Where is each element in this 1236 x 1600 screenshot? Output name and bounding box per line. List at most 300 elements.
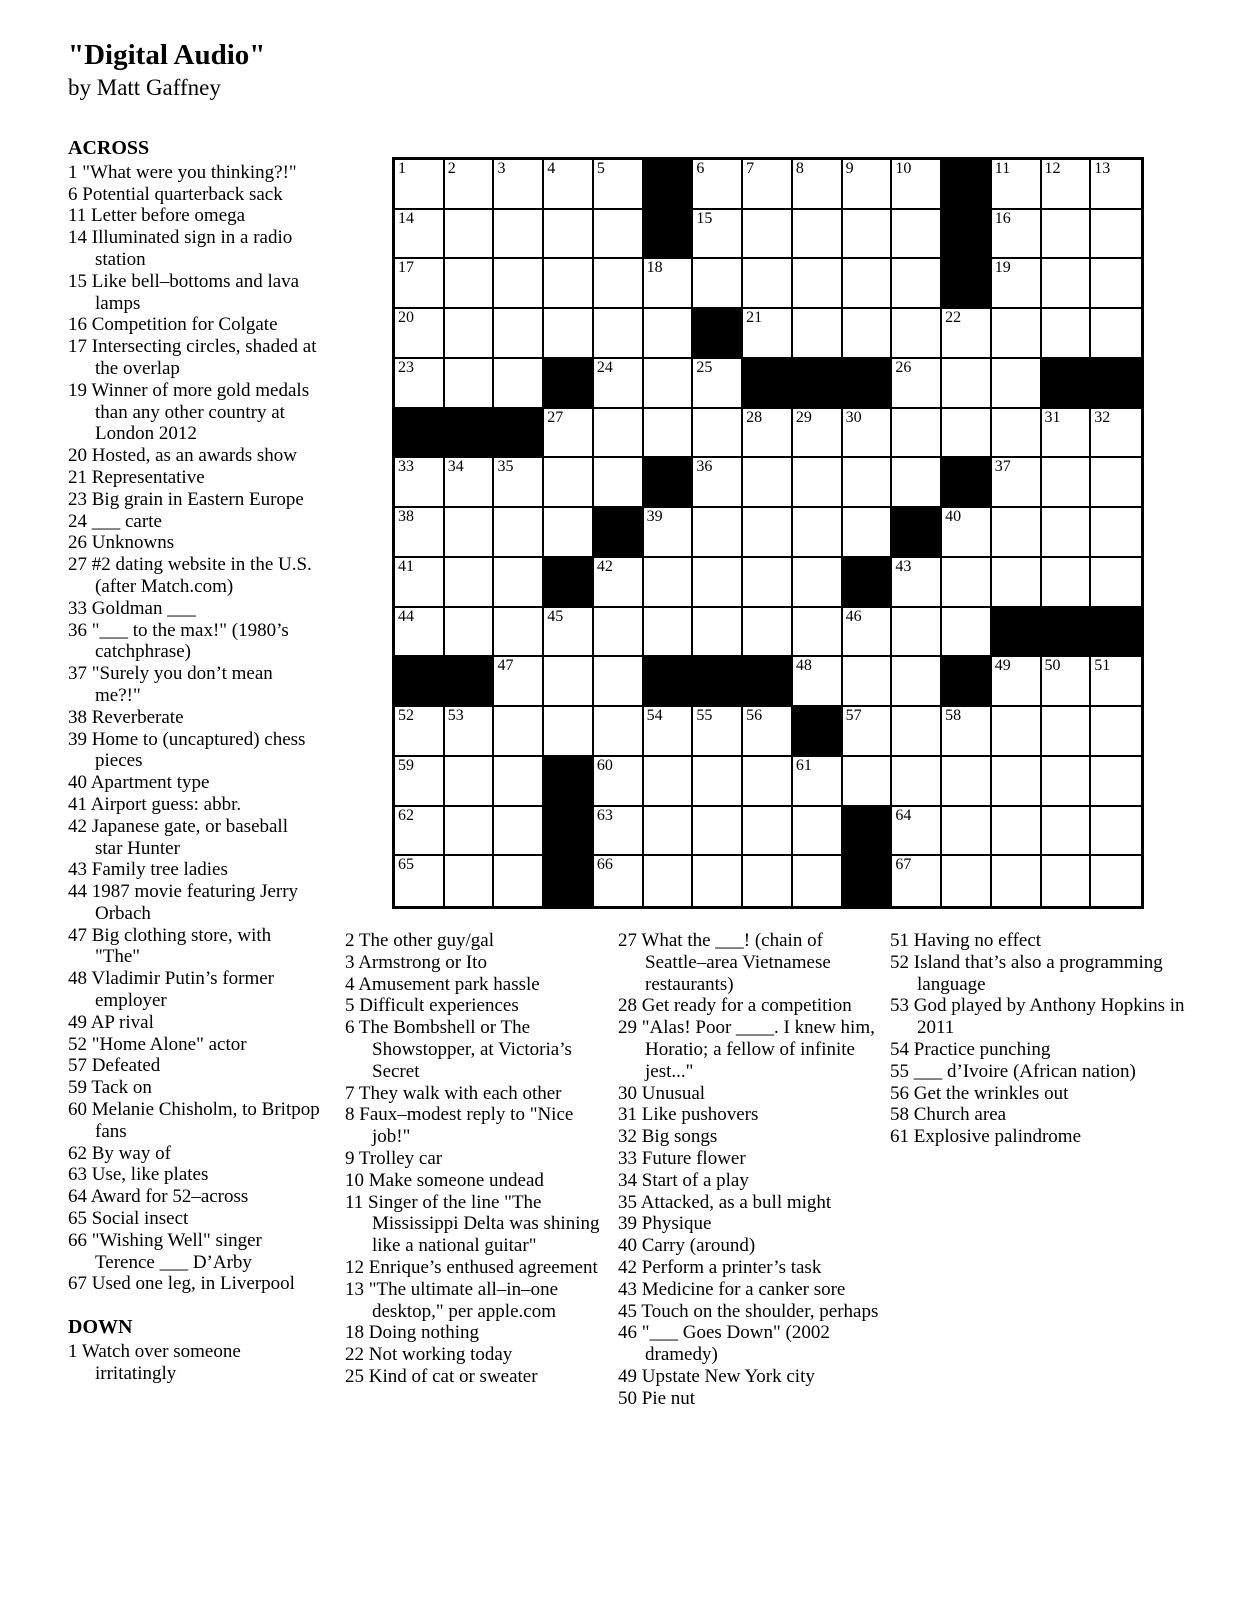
- grid-cell[interactable]: [644, 558, 694, 608]
- across-column: [68, 138, 320, 1385]
- grid-cell[interactable]: [494, 757, 544, 807]
- cell-number: 40: [945, 508, 962, 526]
- grid-cell[interactable]: [743, 409, 793, 459]
- grid-cell[interactable]: [445, 359, 495, 409]
- grid-cell[interactable]: [594, 608, 644, 658]
- grid-cell[interactable]: [992, 508, 1042, 558]
- grid-cell[interactable]: [395, 707, 445, 757]
- grid-cell[interactable]: [843, 657, 893, 707]
- grid-cell[interactable]: [494, 458, 544, 508]
- clue-item: [618, 1192, 882, 1214]
- black-cell: [942, 458, 992, 508]
- grid-cell[interactable]: [395, 309, 445, 359]
- grid-cell[interactable]: [992, 707, 1042, 757]
- grid-cell[interactable]: [544, 309, 594, 359]
- grid-cell[interactable]: [693, 210, 743, 260]
- grid-cell[interactable]: [395, 359, 445, 409]
- grid-cell[interactable]: [1091, 458, 1141, 508]
- clue-item: [68, 1034, 320, 1056]
- grid-cell[interactable]: [1042, 657, 1092, 707]
- clue-item: [68, 772, 320, 794]
- grid-cell[interactable]: [693, 359, 743, 409]
- grid-cell[interactable]: [544, 707, 594, 757]
- clue-item: [68, 816, 320, 860]
- grid-cell[interactable]: [992, 210, 1042, 260]
- grid-cell[interactable]: [445, 508, 495, 558]
- grid-cell[interactable]: [793, 558, 843, 608]
- clue-number: 9: [345, 1147, 355, 1169]
- grid-cell[interactable]: [445, 458, 495, 508]
- grid-cell[interactable]: [793, 409, 843, 459]
- clue-item: [618, 1388, 882, 1410]
- cell-number: 65: [398, 856, 414, 874]
- black-cell: [793, 707, 843, 757]
- grid-cell[interactable]: [1042, 558, 1092, 608]
- grid-cell[interactable]: [693, 458, 743, 508]
- grid-cell[interactable]: [644, 409, 694, 459]
- grid-cell[interactable]: [544, 508, 594, 558]
- cell-number: 24: [596, 358, 613, 376]
- black-cell: [843, 856, 893, 906]
- cell-number: 9: [845, 160, 854, 177]
- grid-cell[interactable]: [395, 856, 445, 906]
- clue-number: 13: [345, 1278, 364, 1300]
- grid-cell[interactable]: [892, 458, 942, 508]
- grid-cell[interactable]: [644, 608, 694, 658]
- grid-cell[interactable]: [1091, 409, 1141, 459]
- clue-number: 40: [618, 1235, 637, 1257]
- grid-cell[interactable]: [395, 807, 445, 857]
- clue-number: 17: [68, 336, 87, 358]
- grid-cell[interactable]: [843, 508, 893, 558]
- clue-item: [618, 1126, 882, 1148]
- clue-number: 67: [68, 1273, 87, 1295]
- grid-cell[interactable]: [1042, 757, 1092, 807]
- cell-number: 7: [746, 160, 755, 177]
- clue-text: Like bell–bottoms and lava lamps: [91, 270, 300, 314]
- grid-cell[interactable]: [942, 409, 992, 459]
- clue-number: 10: [345, 1169, 364, 1191]
- clue-number: 48: [68, 968, 87, 990]
- grid-cell[interactable]: [743, 757, 793, 807]
- grid-cell[interactable]: [594, 259, 644, 309]
- cell-number: 43: [895, 557, 912, 575]
- down-column-3: [890, 930, 1185, 1148]
- grid-cell[interactable]: [743, 458, 793, 508]
- clue-text: Airport guess: abbr.: [90, 793, 242, 815]
- grid-cell[interactable]: [942, 309, 992, 359]
- grid-cell[interactable]: [544, 657, 594, 707]
- grid-cell[interactable]: [942, 757, 992, 807]
- grid-cell[interactable]: [693, 707, 743, 757]
- clue-number: 44: [68, 881, 87, 903]
- clue-text: Representative: [91, 466, 205, 488]
- clue-text: Physique: [641, 1213, 712, 1235]
- grid-cell[interactable]: [445, 707, 495, 757]
- cell-number: 55: [696, 707, 713, 725]
- grid-cell[interactable]: [644, 856, 694, 906]
- clue-number: 20: [68, 445, 87, 467]
- grid-cell[interactable]: [644, 707, 694, 757]
- cell-number: 58: [945, 707, 962, 725]
- clue-number: 22: [345, 1344, 364, 1366]
- grid-cell[interactable]: [1091, 707, 1141, 757]
- black-cell: [445, 409, 495, 459]
- grid-cell[interactable]: [992, 160, 1042, 210]
- clue-text: "Alas! Poor ____. I knew him, Horatio; a fellow of infinite jest...": [641, 1017, 875, 1082]
- grid-cell[interactable]: [594, 458, 644, 508]
- grid-cell[interactable]: [494, 210, 544, 260]
- clue-text: "___ to the max!" (1980’s catchphrase): [91, 619, 289, 663]
- grid-cell[interactable]: [445, 558, 495, 608]
- grid-cell[interactable]: [693, 757, 743, 807]
- clue-item: [345, 1170, 607, 1192]
- clue-item: [68, 1230, 320, 1274]
- grid-cell[interactable]: [494, 807, 544, 857]
- grid-cell[interactable]: [892, 210, 942, 260]
- clue-number: 8: [345, 1104, 355, 1126]
- grid-cell[interactable]: [793, 508, 843, 558]
- grid-cell[interactable]: [743, 210, 793, 260]
- grid-cell[interactable]: [445, 608, 495, 658]
- grid-cell[interactable]: [544, 259, 594, 309]
- cell-number: 44: [398, 607, 414, 625]
- clue-number: 38: [68, 706, 87, 728]
- grid-cell[interactable]: [843, 409, 893, 459]
- grid-cell[interactable]: [992, 359, 1042, 409]
- clue-number: 58: [890, 1104, 909, 1126]
- grid-cell[interactable]: [892, 309, 942, 359]
- grid-cell[interactable]: [942, 707, 992, 757]
- cell-number: 59: [398, 756, 414, 774]
- cell-number: 31: [1044, 408, 1061, 426]
- clue-number: 66: [68, 1229, 87, 1251]
- clue-number: 4: [345, 973, 355, 995]
- grid-cell[interactable]: [992, 856, 1042, 906]
- grid-cell[interactable]: [594, 409, 644, 459]
- grid-cell[interactable]: [793, 458, 843, 508]
- clue-text: Goldman ___: [91, 597, 196, 619]
- clue-item: [618, 1213, 882, 1235]
- grid-cell[interactable]: [1042, 309, 1092, 359]
- grid-cell[interactable]: [992, 309, 1042, 359]
- grid-cell[interactable]: [992, 259, 1042, 309]
- down-clue-list-1: [345, 930, 607, 1388]
- grid-cell[interactable]: [594, 757, 644, 807]
- grid-cell[interactable]: [743, 160, 793, 210]
- clue-text: Used one leg, in Liverpool: [91, 1273, 295, 1295]
- grid-cell[interactable]: [644, 359, 694, 409]
- grid-cell[interactable]: [892, 657, 942, 707]
- clue-item: [618, 1083, 882, 1105]
- grid-cell[interactable]: [892, 707, 942, 757]
- clue-number: 62: [68, 1142, 87, 1164]
- grid-cell[interactable]: [544, 458, 594, 508]
- grid-cell[interactable]: [942, 608, 992, 658]
- grid-cell[interactable]: [594, 807, 644, 857]
- clue-text: Start of a play: [641, 1169, 749, 1191]
- grid-cell[interactable]: [494, 160, 544, 210]
- grid-cell[interactable]: [544, 608, 594, 658]
- grid-cell[interactable]: [843, 160, 893, 210]
- grid-cell[interactable]: [594, 160, 644, 210]
- grid-cell[interactable]: [843, 309, 893, 359]
- black-cell: [942, 259, 992, 309]
- grid-cell[interactable]: [1042, 458, 1092, 508]
- clue-text: Upstate New York city: [641, 1365, 815, 1387]
- grid-cell[interactable]: [1091, 558, 1141, 608]
- grid-cell[interactable]: [1042, 807, 1092, 857]
- grid-cell[interactable]: [793, 160, 843, 210]
- grid-cell[interactable]: [892, 359, 942, 409]
- grid-cell[interactable]: [644, 309, 694, 359]
- clue-text: Future flower: [641, 1147, 746, 1169]
- clue-item: [345, 1366, 607, 1388]
- grid-cell[interactable]: [494, 558, 544, 608]
- grid-cell[interactable]: [693, 856, 743, 906]
- grid-cell[interactable]: [494, 657, 544, 707]
- grid-cell[interactable]: [395, 757, 445, 807]
- grid-cell[interactable]: [594, 856, 644, 906]
- grid-cell[interactable]: [644, 508, 694, 558]
- grid-cell[interactable]: [793, 856, 843, 906]
- clue-item: [345, 1017, 607, 1082]
- grid-cell[interactable]: [1091, 160, 1141, 210]
- grid-cell[interactable]: [594, 707, 644, 757]
- grid-cell[interactable]: [992, 807, 1042, 857]
- cell-number: 41: [398, 557, 414, 575]
- grid-cell[interactable]: [942, 807, 992, 857]
- grid-cell[interactable]: [892, 856, 942, 906]
- grid-cell[interactable]: [793, 757, 843, 807]
- grid-cell[interactable]: [1042, 707, 1092, 757]
- clue-item: [68, 511, 320, 533]
- cell-number: 23: [398, 358, 414, 376]
- black-cell: [693, 309, 743, 359]
- grid-cell[interactable]: [1042, 210, 1092, 260]
- cell-number: 61: [795, 756, 812, 774]
- grid-cell[interactable]: [793, 309, 843, 359]
- grid-cell[interactable]: [693, 259, 743, 309]
- grid-cell[interactable]: [395, 458, 445, 508]
- down-column-1: [345, 930, 607, 1388]
- grid-cell[interactable]: [743, 309, 793, 359]
- grid-cell[interactable]: [992, 458, 1042, 508]
- grid-cell[interactable]: [743, 608, 793, 658]
- grid-cell[interactable]: [843, 259, 893, 309]
- cell-number: 33: [398, 458, 414, 476]
- grid-cell[interactable]: [1091, 309, 1141, 359]
- title-block: [68, 40, 265, 101]
- clue-text: God played by Anthony Hopkins in 2011: [913, 995, 1185, 1039]
- clue-number: 24: [68, 510, 87, 532]
- grid-cell[interactable]: [892, 558, 942, 608]
- clue-text: Enrique’s enthused agreement: [368, 1256, 598, 1278]
- grid-cell[interactable]: [942, 508, 992, 558]
- grid-cell[interactable]: [395, 210, 445, 260]
- grid-cell[interactable]: [494, 508, 544, 558]
- clue-number: 47: [68, 924, 87, 946]
- black-cell: [1042, 359, 1092, 409]
- grid-cell[interactable]: [544, 160, 594, 210]
- grid-cell[interactable]: [693, 160, 743, 210]
- grid-cell[interactable]: [693, 608, 743, 658]
- grid-cell[interactable]: [594, 210, 644, 260]
- grid-cell[interactable]: [843, 608, 893, 658]
- grid-cell[interactable]: [892, 160, 942, 210]
- clue-number: 61: [890, 1126, 909, 1148]
- grid-cell[interactable]: [843, 210, 893, 260]
- grid-cell[interactable]: [793, 657, 843, 707]
- black-cell: [544, 856, 594, 906]
- cell-number: 63: [596, 806, 613, 824]
- grid-cell[interactable]: [1091, 757, 1141, 807]
- grid-cell[interactable]: [494, 856, 544, 906]
- grid-cell[interactable]: [693, 409, 743, 459]
- grid-cell[interactable]: [445, 309, 495, 359]
- grid-cell[interactable]: [544, 409, 594, 459]
- clue-item: [68, 1164, 320, 1186]
- grid-cell[interactable]: [693, 508, 743, 558]
- grid-cell[interactable]: [892, 757, 942, 807]
- byline: by Matt Gaffney: [68, 74, 221, 100]
- clue-number: 52: [890, 951, 909, 973]
- cell-number: 46: [845, 607, 862, 625]
- clue-number: 54: [890, 1038, 909, 1060]
- grid-cell[interactable]: [395, 558, 445, 608]
- clue-number: 43: [618, 1278, 637, 1300]
- grid-cell[interactable]: [942, 359, 992, 409]
- cell-number: 25: [696, 358, 713, 376]
- grid-cell[interactable]: [743, 259, 793, 309]
- grid-cell[interactable]: [445, 757, 495, 807]
- clue-text: Perform a printer’s task: [641, 1256, 822, 1278]
- grid-cell[interactable]: [494, 259, 544, 309]
- cell-number: 66: [596, 856, 613, 874]
- grid-cell[interactable]: [892, 259, 942, 309]
- clue-text: Use, like plates: [91, 1164, 209, 1186]
- grid-cell[interactable]: [693, 807, 743, 857]
- grid-cell[interactable]: [1091, 856, 1141, 906]
- grid-cell[interactable]: [494, 359, 544, 409]
- grid-cell[interactable]: [1042, 856, 1092, 906]
- grid-cell[interactable]: [743, 508, 793, 558]
- cell-number: 12: [1044, 160, 1061, 177]
- grid-cell[interactable]: [1091, 210, 1141, 260]
- cell-number: 64: [895, 806, 912, 824]
- black-cell: [1042, 608, 1092, 658]
- grid-cell[interactable]: [594, 558, 644, 608]
- grid-cell[interactable]: [445, 210, 495, 260]
- grid-cell[interactable]: [743, 856, 793, 906]
- grid-cell[interactable]: [992, 558, 1042, 608]
- clue-item: [68, 271, 320, 315]
- grid-cell[interactable]: [1042, 259, 1092, 309]
- clue-text: What the ___! (chain of Seattle–area Vietnamese restaurants): [641, 930, 831, 995]
- grid-cell[interactable]: [942, 558, 992, 608]
- grid-cell[interactable]: [395, 259, 445, 309]
- grid-cell[interactable]: [594, 359, 644, 409]
- grid-cell[interactable]: [395, 508, 445, 558]
- grid-cell[interactable]: [793, 608, 843, 658]
- clue-number: 27: [68, 554, 87, 576]
- clue-item: [68, 162, 320, 184]
- grid-cell[interactable]: [445, 160, 495, 210]
- black-cell: [644, 657, 694, 707]
- grid-cell[interactable]: [1091, 807, 1141, 857]
- grid-cell[interactable]: [793, 259, 843, 309]
- clue-text: Illuminated sign in a radio station: [91, 227, 293, 270]
- cell-number: 29: [795, 408, 812, 426]
- grid-cell[interactable]: [843, 458, 893, 508]
- grid-cell[interactable]: [544, 210, 594, 260]
- grid-cell[interactable]: [594, 309, 644, 359]
- clue-item: [68, 881, 320, 925]
- grid-cell[interactable]: [494, 707, 544, 757]
- grid-cell[interactable]: [644, 757, 694, 807]
- grid-cell[interactable]: [892, 807, 942, 857]
- grid-cell[interactable]: [1091, 508, 1141, 558]
- grid-cell[interactable]: [594, 657, 644, 707]
- grid-cell[interactable]: [793, 807, 843, 857]
- clue-text: Kind of cat or sweater: [368, 1365, 538, 1387]
- cell-number: 50: [1044, 657, 1061, 675]
- grid-cell[interactable]: [445, 259, 495, 309]
- clue-text: Tack on: [91, 1077, 152, 1099]
- grid-cell[interactable]: [494, 309, 544, 359]
- grid-cell[interactable]: [743, 807, 793, 857]
- clue-number: 40: [68, 772, 87, 794]
- clue-text: Big clothing store, with "The": [91, 924, 272, 968]
- grid-cell[interactable]: [843, 707, 893, 757]
- grid-cell[interactable]: [644, 259, 694, 309]
- clue-text: Get the wrinkles out: [913, 1082, 1069, 1104]
- across-clue-list: [68, 162, 320, 1295]
- grid-cell[interactable]: [494, 608, 544, 658]
- grid-cell[interactable]: [992, 409, 1042, 459]
- black-cell: [743, 359, 793, 409]
- grid-cell[interactable]: [1091, 259, 1141, 309]
- clue-item: [68, 1055, 320, 1077]
- grid-cell[interactable]: [693, 558, 743, 608]
- grid-cell[interactable]: [942, 856, 992, 906]
- clue-text: Trolley car: [358, 1147, 443, 1169]
- grid-cell[interactable]: [395, 608, 445, 658]
- clue-text: Pie nut: [641, 1387, 696, 1409]
- clue-item: [618, 1322, 882, 1366]
- grid-cell[interactable]: [743, 707, 793, 757]
- clue-number: 16: [68, 314, 87, 336]
- grid-cell[interactable]: [1091, 657, 1141, 707]
- grid-cell[interactable]: [1042, 160, 1092, 210]
- grid-cell[interactable]: [445, 807, 495, 857]
- grid-cell[interactable]: [843, 757, 893, 807]
- grid-cell[interactable]: [1042, 508, 1092, 558]
- grid-cell[interactable]: [892, 409, 942, 459]
- clue-item: [345, 1279, 607, 1323]
- grid-cell[interactable]: [992, 757, 1042, 807]
- cell-number: 20: [398, 309, 414, 327]
- cell-number: 8: [795, 160, 804, 177]
- grid-cell[interactable]: [1042, 409, 1092, 459]
- grid-cell[interactable]: [892, 608, 942, 658]
- grid-cell[interactable]: [743, 558, 793, 608]
- grid-cell[interactable]: [644, 807, 694, 857]
- grid-cell[interactable]: [445, 856, 495, 906]
- grid-cell[interactable]: [992, 657, 1042, 707]
- grid-cell[interactable]: [395, 160, 445, 210]
- grid-cell[interactable]: [793, 210, 843, 260]
